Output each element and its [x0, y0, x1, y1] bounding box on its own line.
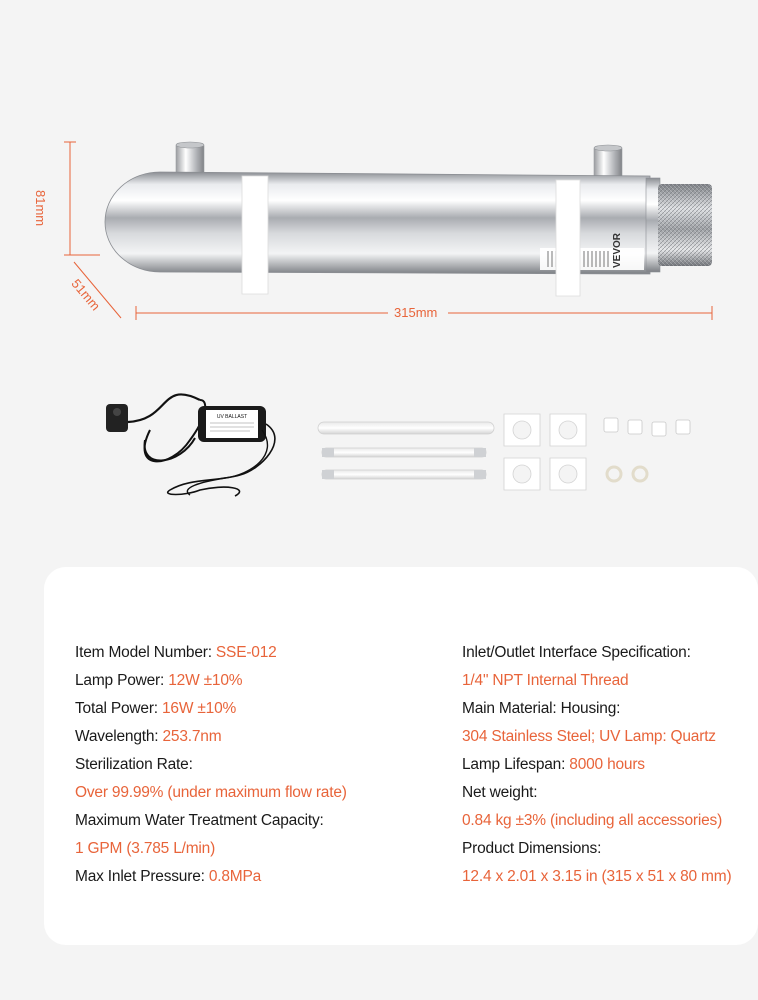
- spec-max-inlet-pressure: Max Inlet Pressure: 0.8MPa: [75, 868, 262, 885]
- spec-total-power: Total Power: 16W ±10%: [75, 700, 237, 717]
- spec-net-weight-label: Net weight:: [462, 784, 538, 801]
- spec-lamp-lifespan: Lamp Lifespan: 8000 hours: [462, 756, 645, 773]
- length-dimension-label: 315mm: [394, 305, 438, 320]
- mounting-clamp-left: [242, 176, 268, 294]
- spec-capacity-value: 1 GPM (3.785 L/min): [75, 840, 216, 857]
- mounting-clips-accessory: [504, 414, 586, 490]
- spec-interface-value: 1/4" NPT Internal Thread: [462, 672, 629, 689]
- spec-capacity-label: Maximum Water Treatment Capacity:: [75, 812, 324, 829]
- spec-net-weight-value: 0.84 kg ±3% (including all accessories): [462, 812, 723, 829]
- specifications-card: [44, 567, 758, 945]
- spec-material-value: 304 Stainless Steel; UV Lamp: Quartz: [462, 728, 716, 745]
- product-brand-text: VEVOR: [612, 232, 623, 268]
- spec-sterilization-rate-label: Sterilization Rate:: [75, 756, 193, 773]
- ballast-label-text: UV BALLAST: [216, 414, 248, 420]
- pipe-fittings-accessory: [604, 418, 690, 436]
- spec-interface-label: Inlet/Outlet Interface Specification:: [462, 644, 691, 661]
- spec-wavelength: Wavelength: 253.7nm: [75, 728, 222, 745]
- spec-lamp-power: Lamp Power: 12W ±10%: [75, 672, 243, 689]
- specs-column-right: [462, 639, 731, 891]
- specs-column-left: [75, 639, 347, 891]
- mounting-clamp-right: [556, 180, 580, 296]
- width-dimension-label: 51mm: [68, 276, 104, 314]
- height-dimension-line: [64, 142, 100, 255]
- quartz-sleeve-accessory: [318, 422, 494, 434]
- uv-ballast-accessory: [106, 394, 275, 496]
- spec-material-label: Main Material: Housing:: [462, 700, 621, 717]
- spec-dimensions-value: 12.4 x 2.01 x 3.15 in (315 x 51 x 80 mm): [462, 868, 732, 885]
- spec-model-number: Item Model Number: SSE-012: [75, 644, 277, 661]
- o-rings-accessory: [607, 467, 647, 481]
- spec-sterilization-rate-value: Over 99.99% (under maximum flow rate): [75, 784, 347, 801]
- uv-lamp-accessory: [322, 448, 486, 479]
- height-dimension-label: 81mm: [33, 190, 48, 227]
- spec-dimensions-label: Product Dimensions:: [462, 840, 602, 857]
